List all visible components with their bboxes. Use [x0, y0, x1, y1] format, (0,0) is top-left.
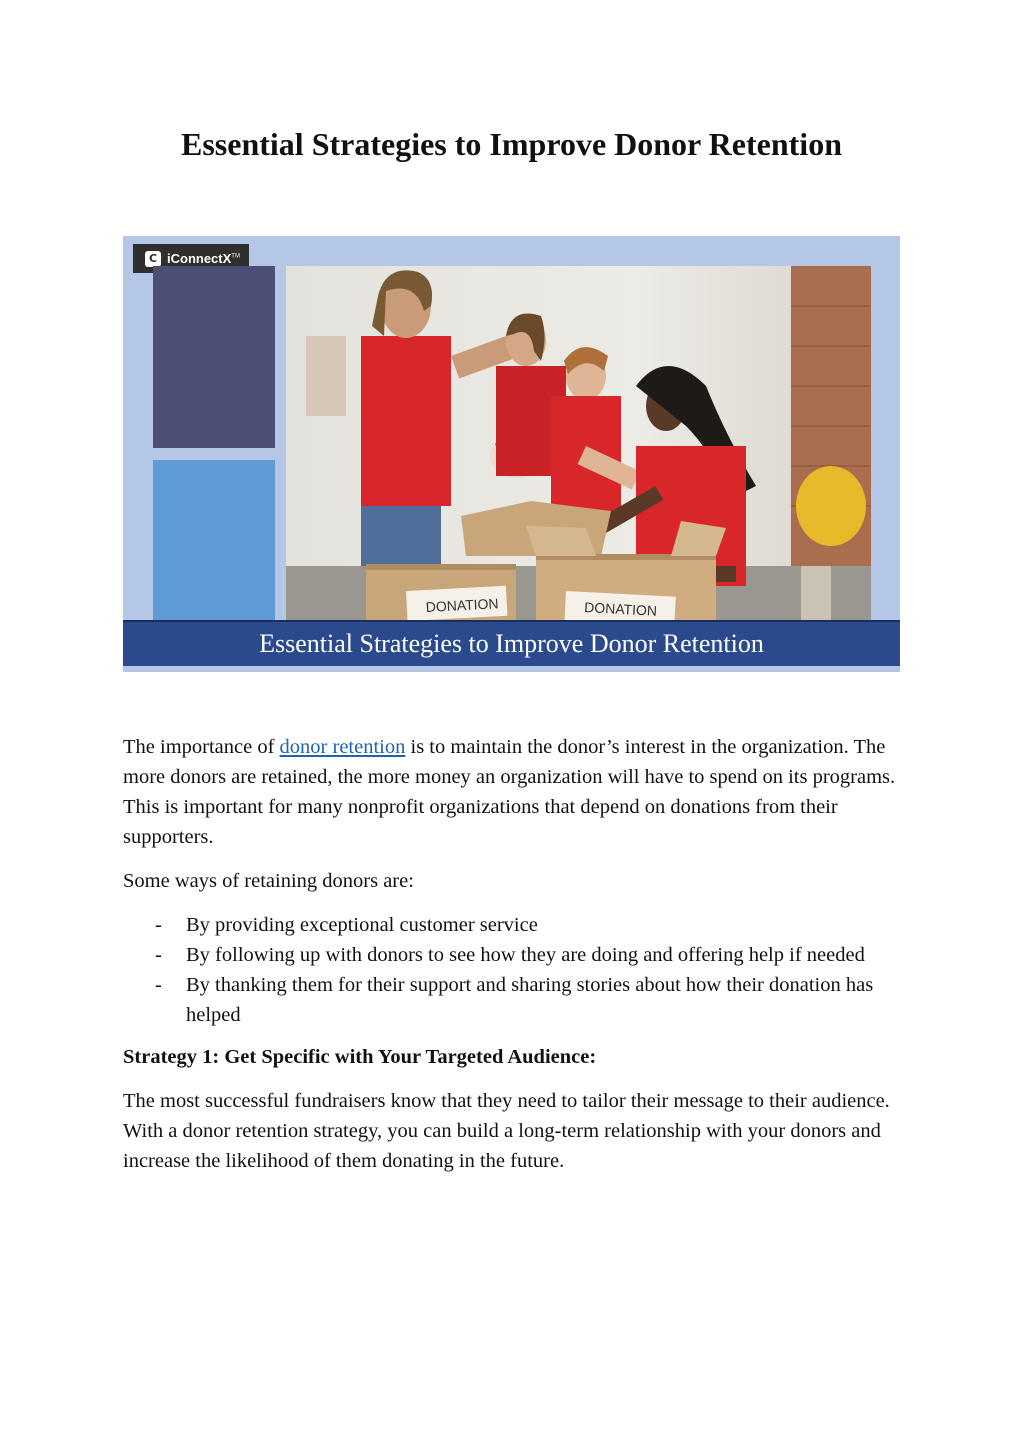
banner-caption-underline: [123, 666, 900, 672]
page-title: Essential Strategies to Improve Donor Retention: [181, 126, 842, 162]
banner-caption: Essential Strategies to Improve Donor Retention: [123, 620, 900, 666]
article-body: [123, 732, 903, 1190]
intro-prefix: The importance of: [123, 736, 280, 758]
logo-icon: C: [145, 251, 161, 267]
volunteers-photo: [286, 266, 871, 622]
hero-banner: [123, 236, 900, 672]
decorative-block-light: [153, 460, 275, 622]
box-label-2: DONATION: [583, 599, 658, 619]
ways-list: [123, 910, 903, 1030]
intro-suffix: is to maintain the donor’s interest in the organization. The more donors are retained, the more money an organization will have to spend on its programs. This is important for many nonprofit organizations that depend on donations from their supporters.: [123, 736, 896, 848]
ways-lead: Some ways of retaining donors are:: [123, 870, 414, 892]
logo-text: iConnectX: [167, 251, 232, 266]
list-item: - By providing exceptional customer service: [123, 910, 903, 940]
list-item: - By thanking them for their support and sharing stories about how their donation has helped: [123, 970, 903, 1030]
strategy-1-body: The most successful fundraisers know that they need to tailor their message to their audience. With a donor retention strategy, you can build a long-term relationship with your donors and increase the likelihood of them donating in the future.: [123, 1090, 890, 1172]
box-label-1: DONATION: [425, 595, 499, 615]
list-item: - By following up with donors to see how they are doing and offering help if needed: [123, 940, 903, 970]
strategy-1-heading: Strategy 1: Get Specific with Your Targeted Audience:: [123, 1046, 597, 1068]
intro-paragraph: [123, 732, 903, 852]
decorative-block-dark: [153, 266, 275, 448]
donor-retention-link[interactable]: donor retention: [279, 736, 406, 758]
logo-trademark: TM: [231, 253, 240, 260]
